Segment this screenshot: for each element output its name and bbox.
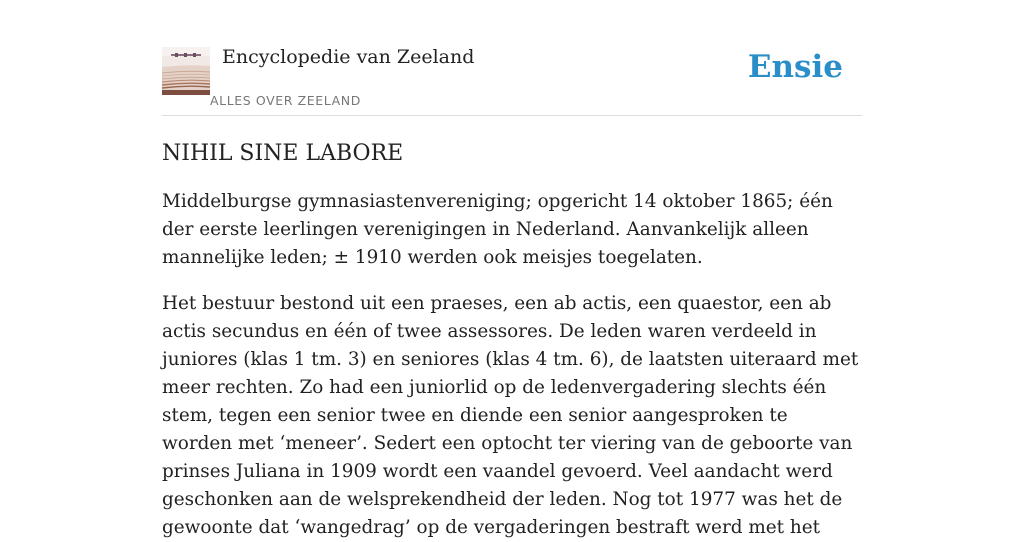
site-header <box>162 0 862 116</box>
article-paragraph: Het bestuur bestond uit een praeses, een ab actis, een quaestor, een ab actis secundus en één of twee assessores. De leden waren verdeeld in juniores (klas 1 tm. 3) en seniores (klas 4 tm. 6), de laatsten uiteraard met meer rechten. Zo had een juniorlid op de ledenvergadering slechts één stem, tegen een senior twee en diende een senior aangesproken te worden met ‘meneer’. Sedert een optocht ter viering van de geboorte van prinses Juliana in 1909 wordt een vaandel gevoerd. Veel aandacht werd geschonken aan de welsprekendheid der leden. Nog tot 1977 was het de gewoonte dat ‘wangedrag’ op de vergaderingen bestraft werd met het <box>162 293 859 538</box>
ensie-logo-link[interactable]: Ensie <box>747 49 843 85</box>
page-container <box>162 0 862 542</box>
article-title: NIHIL SINE LABORE <box>162 141 404 166</box>
book-pages-icon <box>162 47 210 95</box>
site-title[interactable]: Encyclopedie van Zeeland <box>222 46 475 68</box>
site-tagline: ALLES OVER ZEELAND <box>210 93 361 108</box>
article-paragraph: Middelburgse gymnasiastenvereniging; opgericht 14 oktober 1865; één der eerste leerlingen verenigingen in Nederland. Aanvankelijk alleen mannelijke leden; ± 1910 werden ook meisjes toegelaten. <box>162 191 833 268</box>
encyclopedia-avatar[interactable] <box>162 47 210 95</box>
